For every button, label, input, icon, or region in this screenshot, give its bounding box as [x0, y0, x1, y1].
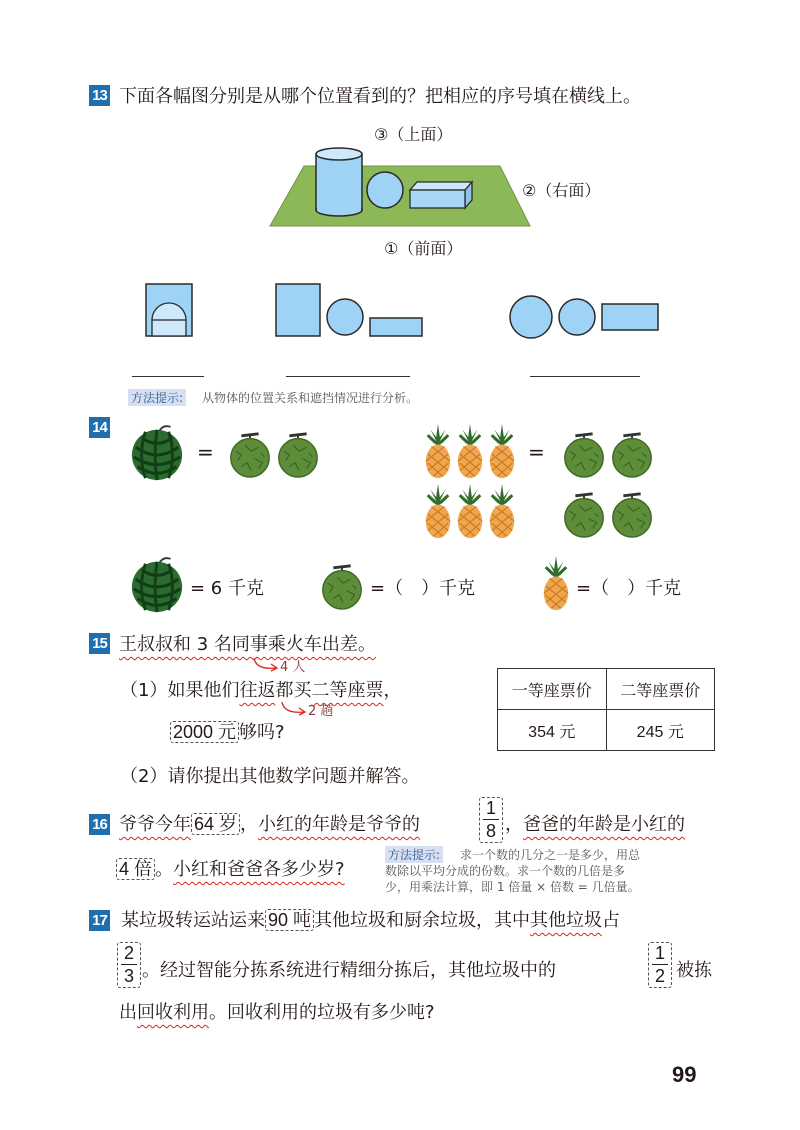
melon-icon	[608, 490, 656, 538]
question-number-16: 16	[89, 814, 110, 835]
answer-blank-1[interactable]	[132, 376, 204, 377]
sphere-object	[367, 172, 403, 208]
question-number-13: 13	[89, 85, 110, 106]
cylinder-object	[316, 148, 362, 216]
q16-grandpa-text: 爷爷今年	[119, 814, 191, 835]
q15-second-class-seat: 二等座票	[311, 680, 384, 701]
annotation-2-trips: 2 趟	[308, 704, 334, 719]
q16-xiaohong-text: 小红的年龄是爷爷的	[258, 814, 421, 835]
fraction-one-half	[648, 942, 672, 988]
watermelon-icon	[128, 424, 186, 482]
question-number-14: 14	[89, 417, 110, 438]
q15-part1-line2	[170, 718, 285, 744]
pineapple-icon	[422, 484, 454, 540]
price-second-class: 245 元	[606, 710, 715, 751]
q16-father-text: 爸爸的年龄是小红的	[523, 814, 685, 835]
fraction-numerator: 1	[654, 943, 665, 963]
q13-question-text: 下面各幅图分别是从哪个位置看到的？把相应的序号填在横线上。	[119, 86, 641, 107]
q15-part1-line	[120, 676, 401, 702]
q17-line3	[119, 998, 435, 1024]
q17-recycle: 回收利用	[137, 1002, 209, 1023]
q15-part1-text-c: 都买	[275, 680, 312, 701]
q17-line2-end: 被拣	[676, 960, 712, 981]
q16-line1-left	[119, 810, 420, 836]
q16-comma1: ，	[240, 814, 259, 835]
q15-intro-text: 王叔叔和 3 名同事乘火车出差。	[119, 634, 376, 655]
question-number-17: 17	[89, 910, 110, 931]
fraction-denominator: 8	[485, 821, 496, 841]
price-first-class: 354 元	[498, 710, 607, 751]
view-option-c	[510, 296, 658, 338]
q17-other-garbage: 其他垃圾	[530, 910, 603, 931]
pineapple-weight-blank[interactable]: =（ ）千克	[576, 578, 682, 599]
q15-part2: （2）请你提出其他数学问题并解答。	[120, 766, 420, 787]
q15-enough-text: 够吗?	[239, 722, 285, 743]
pineapple-icon	[486, 424, 518, 480]
melon-icon	[560, 430, 608, 478]
table-header-row	[498, 669, 715, 710]
view-label-top: ③（上面）	[374, 125, 453, 144]
q17-line1	[121, 906, 620, 932]
q15-part1-text-a: 如果他们	[167, 680, 240, 701]
pineapple-icon	[486, 484, 518, 540]
method-hint-label: 方法提示:	[385, 846, 443, 863]
q17-text-g: 出	[119, 1002, 137, 1023]
method-hint-line3: 少，用乘法计算，即 1 倍量 × 倍数 = 几倍量。	[385, 880, 640, 894]
page-number: 99	[672, 1062, 697, 1087]
cuboid-object	[410, 182, 472, 208]
q15-intro	[119, 630, 376, 656]
q17-question: 。回收利用的垃圾有多少吨?	[209, 1002, 435, 1023]
answer-blank-2[interactable]	[286, 376, 410, 377]
q17-text-d: 占	[602, 910, 621, 931]
method-hint-line1: 求一个数的几分之一是多少，用总	[460, 848, 641, 862]
fraction-denominator: 2	[654, 966, 665, 986]
q16-line2	[116, 855, 345, 881]
melon-icon	[608, 430, 656, 478]
annotation-4-people: 4 人	[280, 660, 306, 675]
pineapple-icon	[540, 556, 572, 612]
melon-icon	[226, 430, 274, 478]
equals-sign-2: =	[528, 440, 545, 464]
watermelon-icon	[128, 556, 186, 614]
q17-line2: 。经过智能分拣系统进行精细分拣后，其他垃圾中的	[142, 960, 556, 981]
method-hint-label: 方法提示:	[128, 389, 186, 406]
melon-weight-blank[interactable]: =（ ）千克	[370, 578, 476, 599]
method-hint-line2: 数除以平均分成的份数。求一个数的几倍是多	[385, 864, 626, 878]
q15-part1-comma: ，	[383, 680, 402, 701]
method-hint-text: 从物体的位置关系和遮挡情况进行分析。	[202, 391, 419, 405]
answer-blank-3[interactable]	[530, 376, 640, 377]
q13-answer-views	[140, 280, 660, 340]
q15-money-box: 2000 元	[170, 721, 239, 743]
table-row	[498, 710, 715, 751]
header-first-class: 一等座票价	[498, 669, 607, 710]
view-label-right: ②（右面）	[522, 181, 601, 200]
q16-comma2: ，	[505, 814, 523, 835]
view-option-b	[276, 284, 422, 336]
q16-line1-right	[505, 810, 685, 836]
watermelon-weight: = 6 千克	[190, 578, 264, 599]
header-second-class: 二等座票价	[606, 669, 715, 710]
question-number-15: 15	[89, 633, 110, 654]
view-option-a	[146, 284, 192, 336]
fraction-two-thirds	[117, 942, 141, 988]
pineapple-icon	[422, 424, 454, 480]
fraction-one-eighth	[479, 797, 503, 843]
q17-text-b: 其他垃圾和厨余垃圾，其中	[314, 910, 531, 931]
q16-age-box: 64 岁	[191, 813, 240, 835]
q17-amount-box: 90 吨	[265, 909, 314, 931]
q16-period: 。	[155, 859, 174, 880]
melon-icon	[318, 562, 366, 610]
melon-icon	[274, 430, 322, 478]
pineapple-icon	[454, 484, 486, 540]
q13-objects-illustration	[260, 140, 540, 240]
q17-text-a: 某垃圾转运站运来	[121, 910, 265, 931]
view-label-front: ①（前面）	[384, 239, 463, 258]
q15-part1-label: （1）	[120, 680, 168, 701]
fraction-denominator: 3	[123, 966, 134, 986]
q15-round-trip: 往返	[239, 680, 276, 701]
melon-icon	[560, 490, 608, 538]
equals-sign-1: =	[197, 440, 214, 464]
pineapple-icon	[454, 424, 486, 480]
fraction-numerator: 2	[123, 943, 134, 963]
fraction-numerator: 1	[485, 798, 496, 818]
q16-times-box: 4 倍	[116, 858, 155, 880]
q16-question-text: 小红和爸爸各多少岁?	[173, 859, 345, 880]
ticket-price-table	[497, 668, 715, 751]
